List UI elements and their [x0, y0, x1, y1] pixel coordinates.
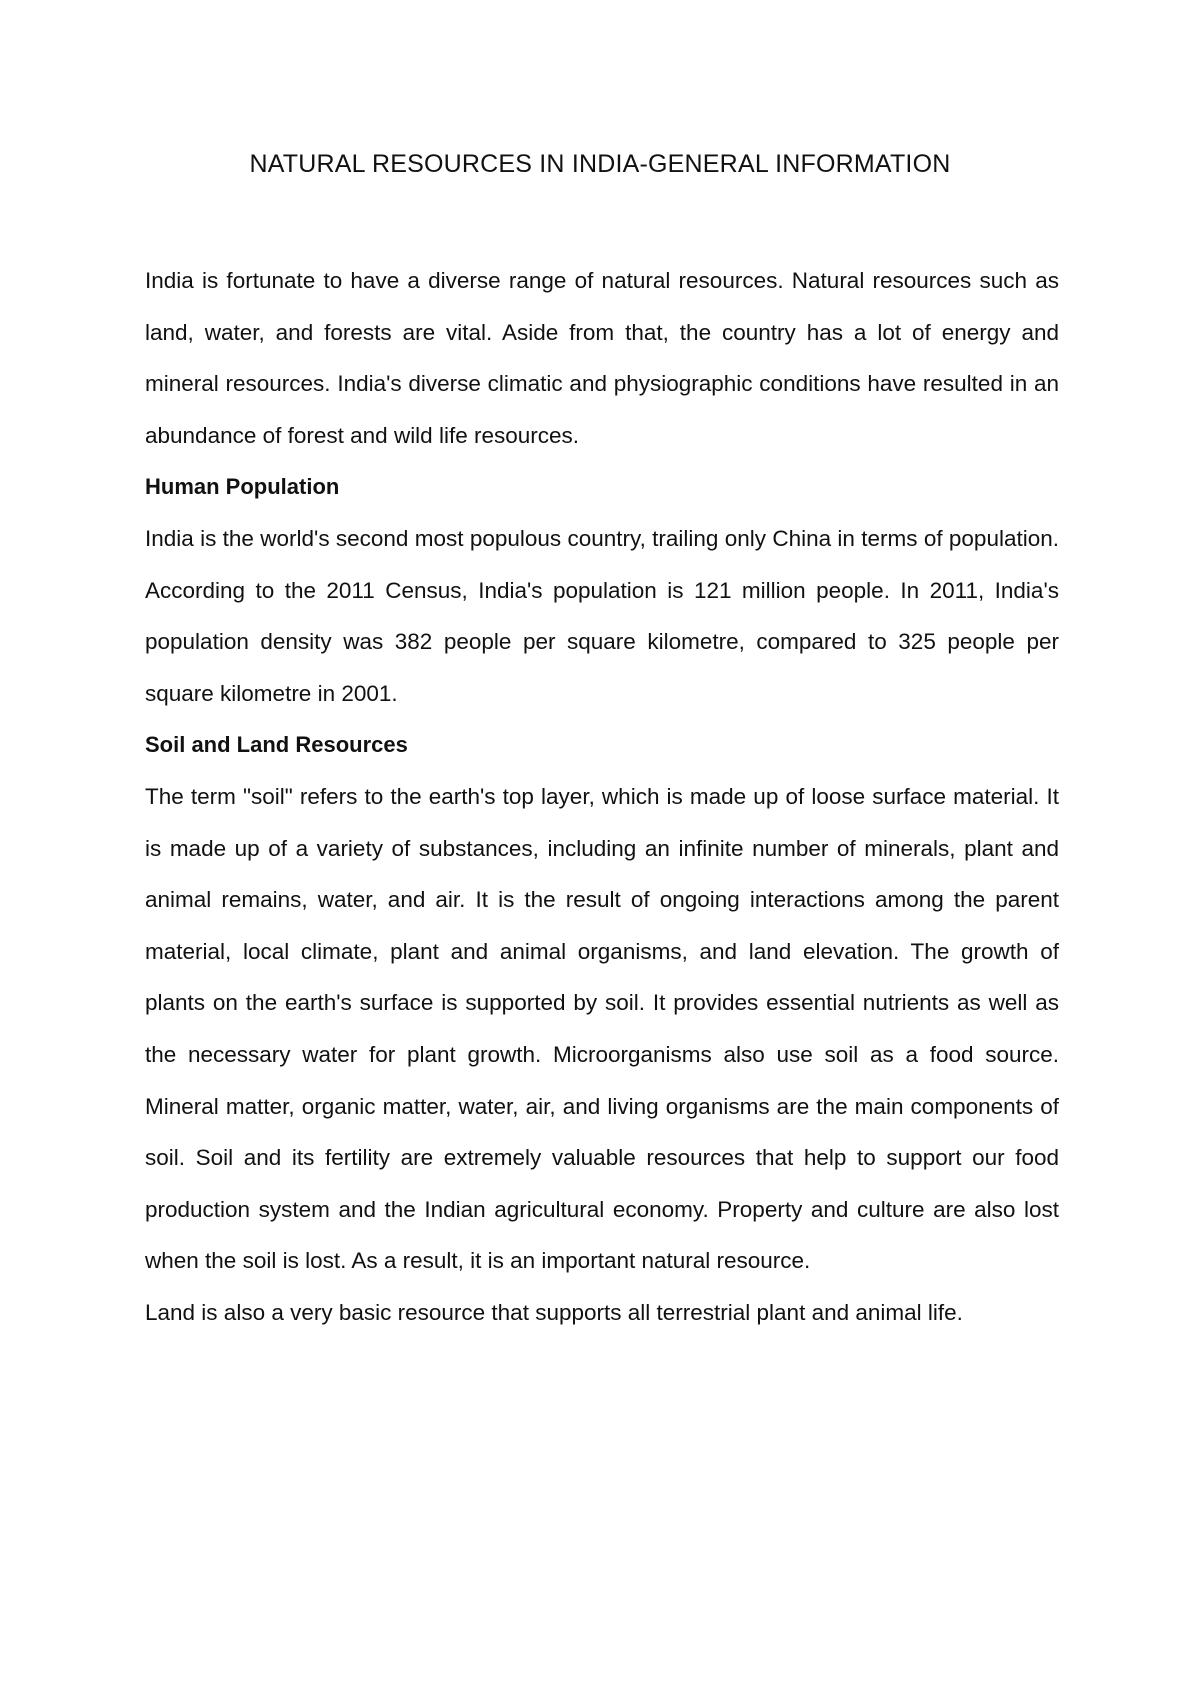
document-title: NATURAL RESOURCES IN INDIA-GENERAL INFORMATION: [249, 150, 951, 178]
intro-paragraph: India is fortunate to have a diverse range of natural resources. Natural resources such as land, water, and forests are vital. Aside from that, the country has a lot of energy and mineral resources. India's diverse climatic and physiographic conditions have resulted in an abundance of forest and wild life resources.: [145, 268, 1059, 448]
land-paragraph: Land is also a very basic resource that supports all terrestrial plant and animal life.: [145, 1299, 963, 1325]
human-population-paragraph: India is the world's second most populous country, trailing only China in terms of population. According to the 2011 Census, India's population is 121 million people. In 2011, India's population density was 382 people per square kilometre, compared to 325 people per square kilometre in 2001.: [145, 525, 1059, 706]
section-heading-human-population: Human Population: [145, 474, 340, 500]
document-body: [145, 255, 1059, 1338]
soil-paragraph: The term "soil" refers to the earth's top layer, which is made up of loose surface material. It is made up of a variety of substances, including an infinite number of minerals, plant and animal remains, water, and air. It is the result of ongoing interactions among the parent material, local climate, plant and animal organisms, and land elevation. The growth of plants on the earth's surface is supported by soil. It provides essential nutrients as well as the necessary water for plant growth. Microorganisms also use soil as a food source. Mineral matter, organic matter, water, air, and living organisms are the main components of soil. Soil and its fertility are extremely valuable resources that help to support our food production system and the Indian agricultural economy. Property and culture are also lost when the soil is lost. As a result, it is an important natural resource.: [145, 783, 1059, 1274]
section-heading-soil-and-land: Soil and Land Resources: [145, 732, 408, 758]
